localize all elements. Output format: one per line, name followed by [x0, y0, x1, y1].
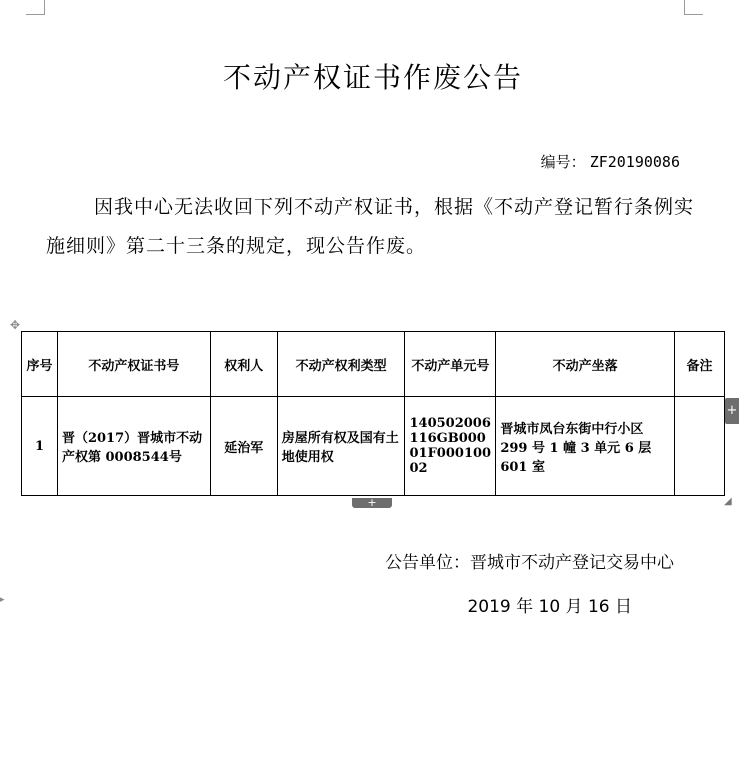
issue-date: 2019 年 10 月 16 日 [467, 597, 632, 617]
page-title: 不动产权证书作废公告 [222, 61, 523, 94]
table-row [22, 397, 725, 496]
cell-holder: 延治军 [210, 397, 277, 496]
cell-remark [675, 397, 725, 496]
cell-unit-no: 140502006116GB00001F00010002 [405, 397, 496, 496]
cell-right-type: 房屋所有权及国有土地使用权 [277, 397, 405, 496]
header-location: 不动产坐落 [496, 332, 675, 397]
cell-seq: 1 [22, 397, 58, 496]
table-header-row [22, 332, 725, 397]
document-number-value: ZF20190086 [589, 153, 680, 171]
cell-location: 晋城市凤台东街中行小区 299 号 1 幢 3 单元 6 层 601 室 [496, 397, 675, 496]
cell-cert-no: 晋（2017）晋城市不动产权第 0008544号 [57, 397, 210, 496]
document-number [541, 151, 680, 172]
announcement-paragraph: 因我中心无法收回下列不动产权证书，根据《不动产登记暂行条例实施细则》第二十三条的规定，现公告作废。 [46, 196, 695, 257]
table-resize-handle-icon[interactable]: ◢ [724, 496, 732, 507]
page-corner-mark-top-left [26, 0, 45, 15]
header-seq: 序号 [22, 332, 58, 397]
add-row-button[interactable]: + [352, 498, 392, 508]
add-column-button[interactable]: + [725, 398, 739, 424]
header-holder: 权利人 [210, 332, 277, 397]
issuer-line: 公告单位：晋城市不动产登记交易中心 [385, 553, 674, 573]
document-number-label: 编号： [540, 153, 586, 171]
page-corner-mark-top-right [684, 0, 703, 15]
margin-marker-icon: ▸ [0, 595, 5, 605]
header-right-type: 不动产权利类型 [277, 332, 405, 397]
table-move-handle-icon[interactable]: ✥ [9, 318, 21, 332]
header-unit-no: 不动产单元号 [405, 332, 496, 397]
certificate-table [21, 331, 725, 496]
header-cert-no: 不动产权证书号 [57, 332, 210, 397]
header-remark: 备注 [675, 332, 725, 397]
